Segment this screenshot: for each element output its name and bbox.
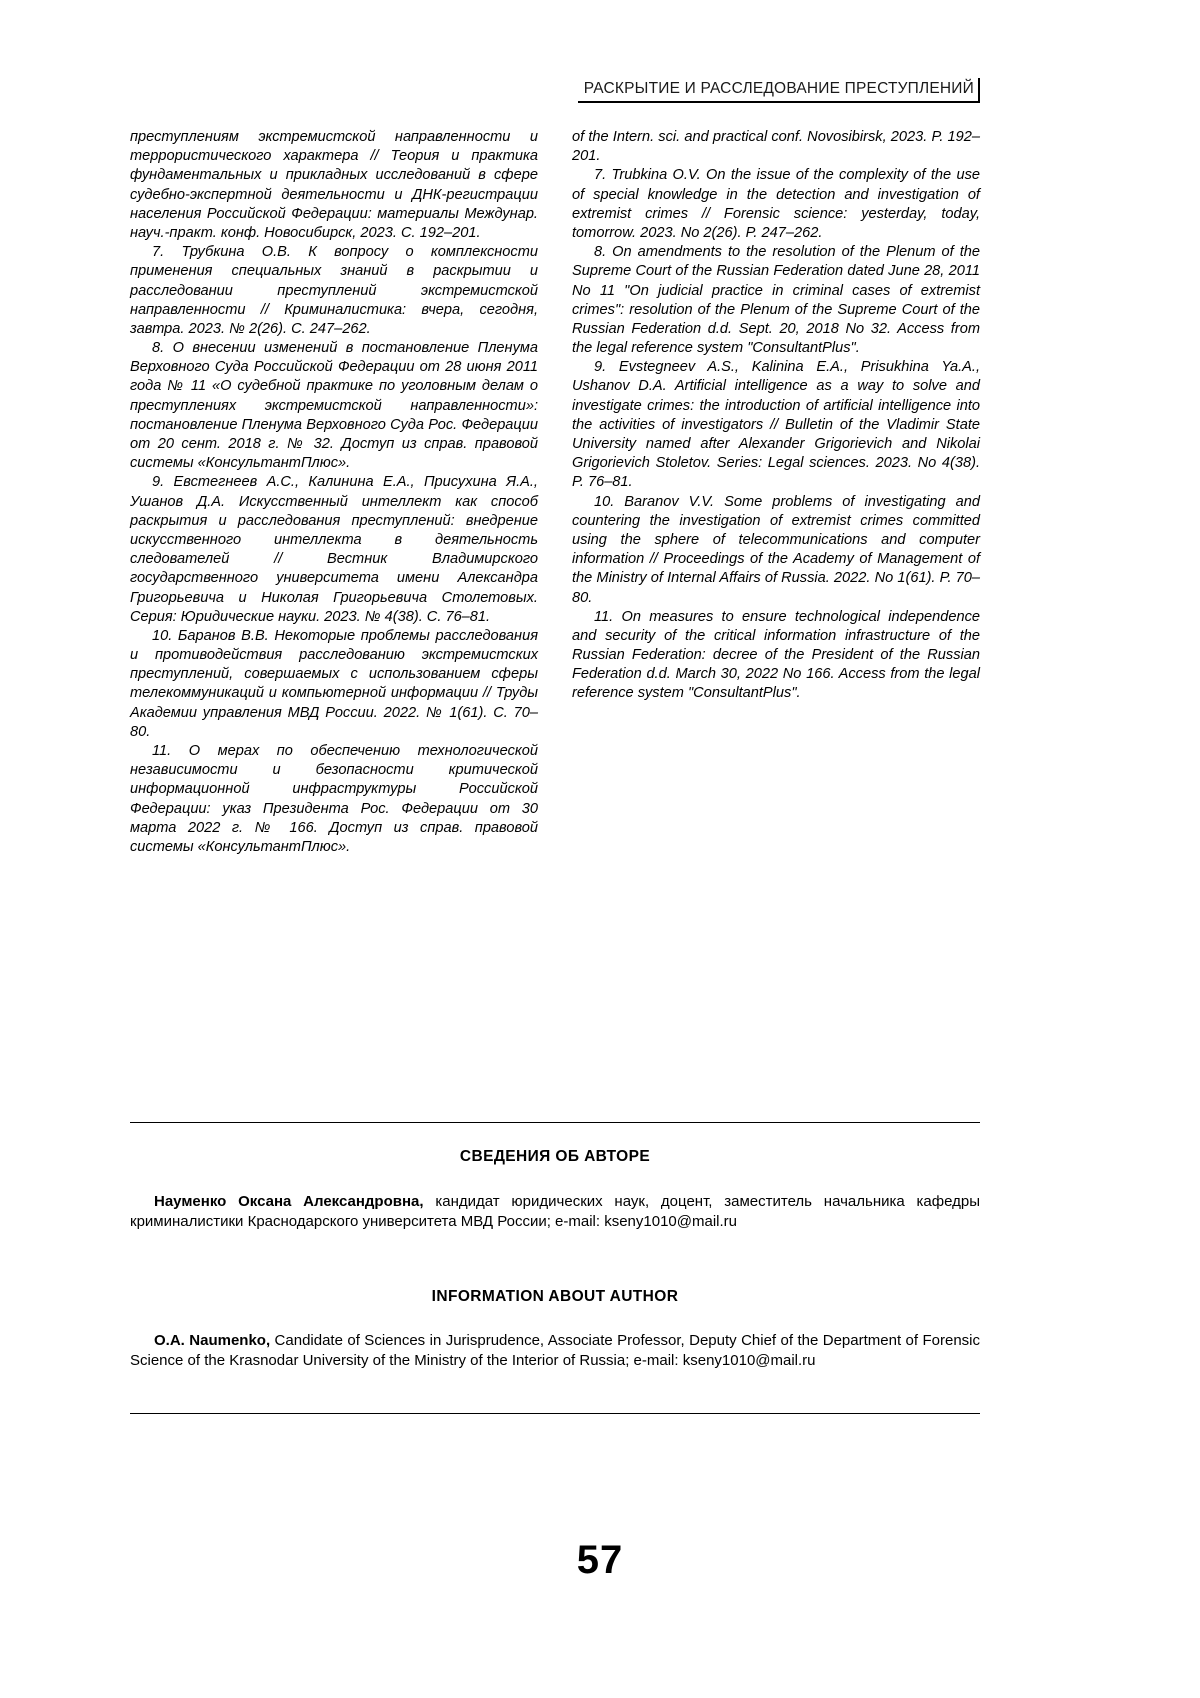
author-details-en: Candidate of Sciences in Jurisprudence, Associate Professor, Deputy Chief of the Department of Forensic Science of the Krasnodar University of the Ministry of the Interior of Russia; e-mail: kseny1010@mail.ru <box>130 1332 981 1369</box>
reference-item-en-11: 11. On measures to ensure technological independence and security of the critical information infrastructure of the Russian Federation: decree of the President of the Russian Federation d.d. March 30, 2022 No 166. Access from the legal reference system "ConsultantPlus". <box>572 608 980 702</box>
divider-top <box>130 1122 980 1123</box>
reference-item-ru-8: 8. О внесении изменений в постановление Пленума Верховного Суда Российской Федерации от 28 июня 2011 года № 11 «О судебной практике по уголовным делам о преступлениях экстремистской направленности»: постановление Пленума Верховного Суда Рос. Федерации от 20 сент. 2018 г. № 32. Доступ из справ. правовой системы «КонсультантПлюс». <box>130 340 538 472</box>
author-info-en-body <box>130 1331 980 1371</box>
reference-item-ru-10: 10. Баранов В.В. Некоторые проблемы расследования и противодействия расследованию экстремистских преступлений, совершаемых с использованием сферы телекоммуникаций и компьютерной информации // Труды Академии управления МВД России. 2022. № 1(61). С. 70–80. <box>130 627 538 740</box>
reference-item-en-9: 9. Evstegneev A.S., Kalinina E.A., Prisukhina Ya.A., Ushanov D.A. Artificial intelligence as a way to solve and investigate crimes: the introduction of artificial intelligence into the activities of investigators // Bulletin of the Vladimir State University named after Alexander Grigorievich and Nikolai Grigorievich Stoletov. Series: Legal sciences. 2023. No 4(38). P. 76–81. <box>572 359 980 491</box>
section-title-en: INFORMATION ABOUT AUTHOR <box>431 1288 679 1305</box>
reference-item-ru-9: 9. Евстегнеев А.С., Калинина Е.А., Присухина Я.А., Ушанов Д.А. Искусственный интеллект как способ раскрытия и расследования преступлений: внедрение искусственного интеллекта в деятельность следователей // Вестник Владимирского государственного университета имени Александра Григорьевича и Николая Григорьевича Столетовых. Серия: Юридические науки. 2023. № 4(38). С. 76–81. <box>130 474 538 625</box>
running-head-text: РАСКРЫТИЕ И РАССЛЕДОВАНИЕ ПРЕСТУПЛЕНИЙ <box>578 78 980 103</box>
right-column <box>572 128 980 857</box>
divider-bottom <box>130 1413 980 1414</box>
left-column <box>130 128 538 857</box>
reference-continuation-en: of the Intern. sci. and practical conf. Novosibirsk, 2023. P. 192–201. <box>572 129 980 165</box>
page-number: 57 <box>576 1538 624 1582</box>
running-head <box>130 78 980 103</box>
reference-item-ru-11: 11. О мерах по обеспечению технологической независимости и безопасности критической информационной инфраструктуры Российской Федерации: указ Президента Рос. Федерации от 30 марта 2022 г. № 166. Доступ из справ. правовой системы «КонсультантПлюс». <box>130 743 538 855</box>
section-title-ru: СВЕДЕНИЯ ОБ АВТОРЕ <box>459 1148 651 1165</box>
author-info-ru-body <box>130 1192 980 1232</box>
author-paragraph-ru <box>130 1192 980 1232</box>
author-info-en-heading <box>130 1288 980 1306</box>
author-details-ru: кандидат юридических наук, доцент, заместитель начальника кафедры криминалистики Краснодарского университета МВД России; e-mail: kseny1010@mail.ru <box>130 1193 980 1230</box>
reference-continuation-ru: преступлениям экстремистской направленности и террористического характера // Теория и практика фундаментальных и прикладных исследований в сфере судебно-экспертной деятельности и ДНК-регистрации населения Российской Федерации: материалы Междунар. науч.-практ. конф. Новосибирск, 2023. С. 192–201. <box>130 129 538 241</box>
author-name-ru: Науменко Оксана Александровна, <box>154 1193 424 1210</box>
reference-item-en-8: 8. On amendments to the resolution of the Plenum of the Supreme Court of the Russian Federation dated June 28, 2011 No 11 "On judicial practice in criminal cases of extremist crimes": resolution of the Plenum of the Supreme Court of the Russian Federation d.d. Sept. 20, 2018 No 32. Access from the legal reference system "ConsultantPlus". <box>572 244 980 357</box>
author-paragraph-en <box>130 1331 980 1371</box>
author-info-ru-heading <box>130 1148 980 1166</box>
body-columns <box>130 128 980 857</box>
reference-item-ru-7: 7. Трубкина О.В. К вопросу о комплексности применения специальных знаний в раскрытии и расследовании преступлений экстремистской направленности // Криминалистика: вчера, сегодня, завтра. 2023. № 2(26). С. 247–262. <box>130 244 538 337</box>
reference-item-en-7: 7. Trubkina O.V. On the issue of the complexity of the use of special knowledge in the detection and investigation of extremist crimes // Forensic science: yesterday, today, tomorrow. 2023. No 2(26). P. 247–262. <box>572 167 980 241</box>
reference-item-en-10: 10. Baranov V.V. Some problems of investigating and countering the investigation of extremist crimes committed using the sphere of telecommunications and computer information // Proceedings of the Academy of Management of the Ministry of Internal Affairs of Russia. 2022. No 1(61). P. 70–80. <box>572 493 980 606</box>
author-name-en: O.A. Naumenko, <box>154 1332 271 1349</box>
